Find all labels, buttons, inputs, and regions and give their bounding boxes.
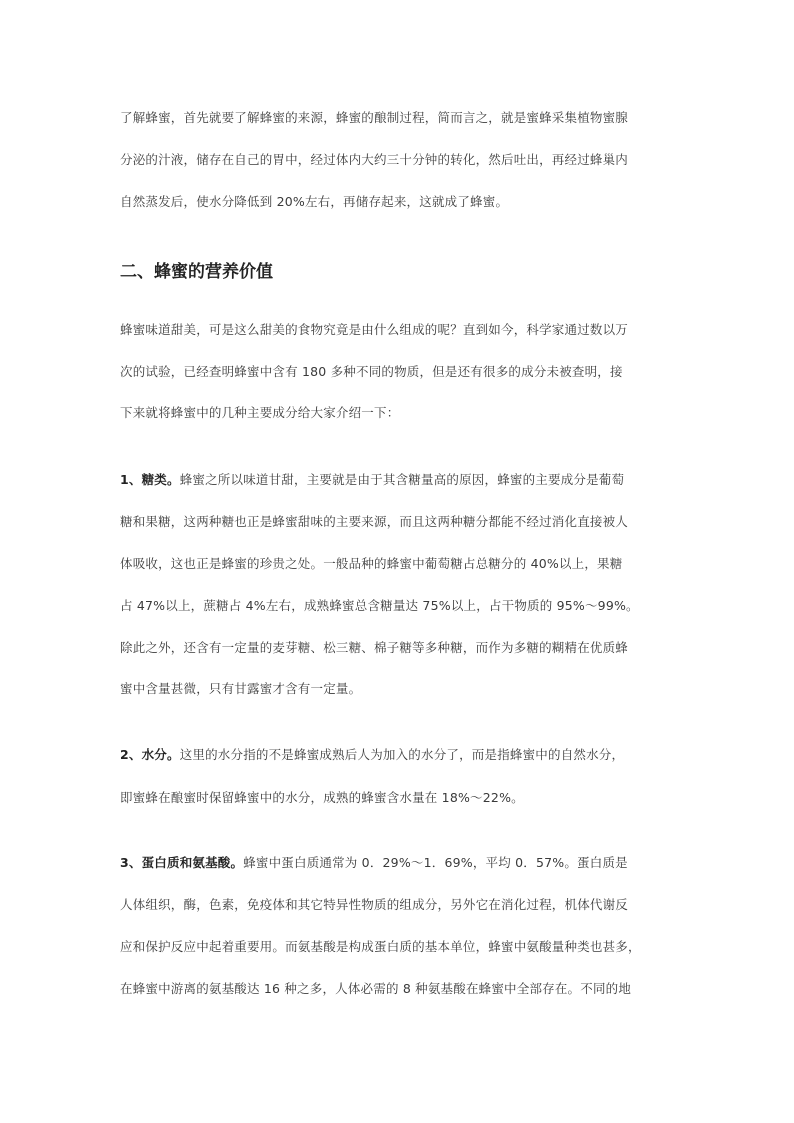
water-paragraph-line-1 [120, 745, 624, 765]
section-intro-line-2: 次的试验，已经查明蜂蜜中含有 180 多种不同的物质，但是还有很多的成分未被查明，接 [120, 364, 623, 379]
sugar-paragraph-line-5: 除此之外，还含有一定量的麦芽糖、松三糖、棉子糖等多种糖，而作为多糖的糊精在优质蜂 [120, 640, 629, 655]
intro-line-1: 了解蜂蜜，首先就要了解蜂蜜的来源，蜂蜜的酿制过程，简而言之，就是蜜蜂采集植物蜜腺 [120, 110, 629, 125]
section-intro-line-1: 蜂蜜味道甜美，可是这么甜美的食物究竟是由什么组成的呢？直到如今，科学家通过数以万 [120, 322, 629, 337]
sugar-paragraph-line-1 [120, 470, 624, 490]
intro-line-3: 自然蒸发后，使水分降低到 20%左右，再储存起来，这就成了蜂蜜。 [120, 194, 509, 209]
water-label: 2、水分。 [120, 747, 180, 762]
protein-label: 3、蛋白质和氨基酸。 [120, 855, 244, 870]
sugar-paragraph-line-4: 占 47%以上，蔗糖占 4%左右，成熟蜂蜜总含糖量达 75%以上，占干物质的 95%～99%。 [120, 598, 639, 613]
sugar-paragraph-line-6: 蜜中含量甚微，只有甘露蜜才含有一定量。 [120, 681, 362, 696]
protein-paragraph-line-2: 人体组织，酶，色素，免疫体和其它特异性物质的组成分，另外它在消化过程，机体代谢反 [120, 897, 629, 912]
protein-paragraph-line-1 [120, 853, 628, 873]
protein-first-text: 蜂蜜中蛋白质通常为 0．29%～1．69%，平均 0．57%。蛋白质是 [243, 855, 628, 870]
protein-paragraph-line-4: 在蜂蜜中游离的氨基酸达 16 种之多，人体必需的 8 种氨基酸在蜂蜜中全部存在。不同的地 [120, 981, 632, 996]
section-intro-line-3: 下来就将蜂蜜中的几种主要成分给大家介绍一下： [120, 405, 400, 420]
intro-line-2: 分泌的汁液，储存在自己的胃中，经过体内大约三十分钟的转化，然后吐出，再经过蜂巢内 [120, 152, 629, 167]
section-heading-nutrition: 二、蜂蜜的营养价值 [120, 262, 273, 282]
protein-paragraph-line-3: 应和保护反应中起着重要用。而氨基酸是构成蛋白质的基本单位，蜂蜜中氨酸量种类也甚多， [120, 939, 641, 954]
water-paragraph-line-2: 即蜜蜂在酿蜜时保留蜂蜜中的水分，成熟的蜂蜜含水量在 18%～22%。 [120, 790, 524, 805]
sugar-paragraph-line-3: 体吸收，这也正是蜂蜜的珍贵之处。一般品种的蜂蜜中葡萄糖占总糖分的 40%以上，果糖 [120, 556, 623, 571]
sugar-first-text: 蜂蜜之所以味道甘甜，主要就是由于其含糖量高的原因，蜂蜜的主要成分是葡萄 [179, 472, 625, 487]
sugar-paragraph-line-2: 糖和果糖，这两种糖也正是蜂蜜甜味的主要来源，而且这两种糖分都能不经过消化直接被人 [120, 514, 629, 529]
water-first-text: 这里的水分指的不是蜂蜜成熟后人为加入的水分了，而是指蜂蜜中的自然水分， [179, 747, 625, 762]
sugar-label: 1、糖类。 [120, 472, 180, 487]
